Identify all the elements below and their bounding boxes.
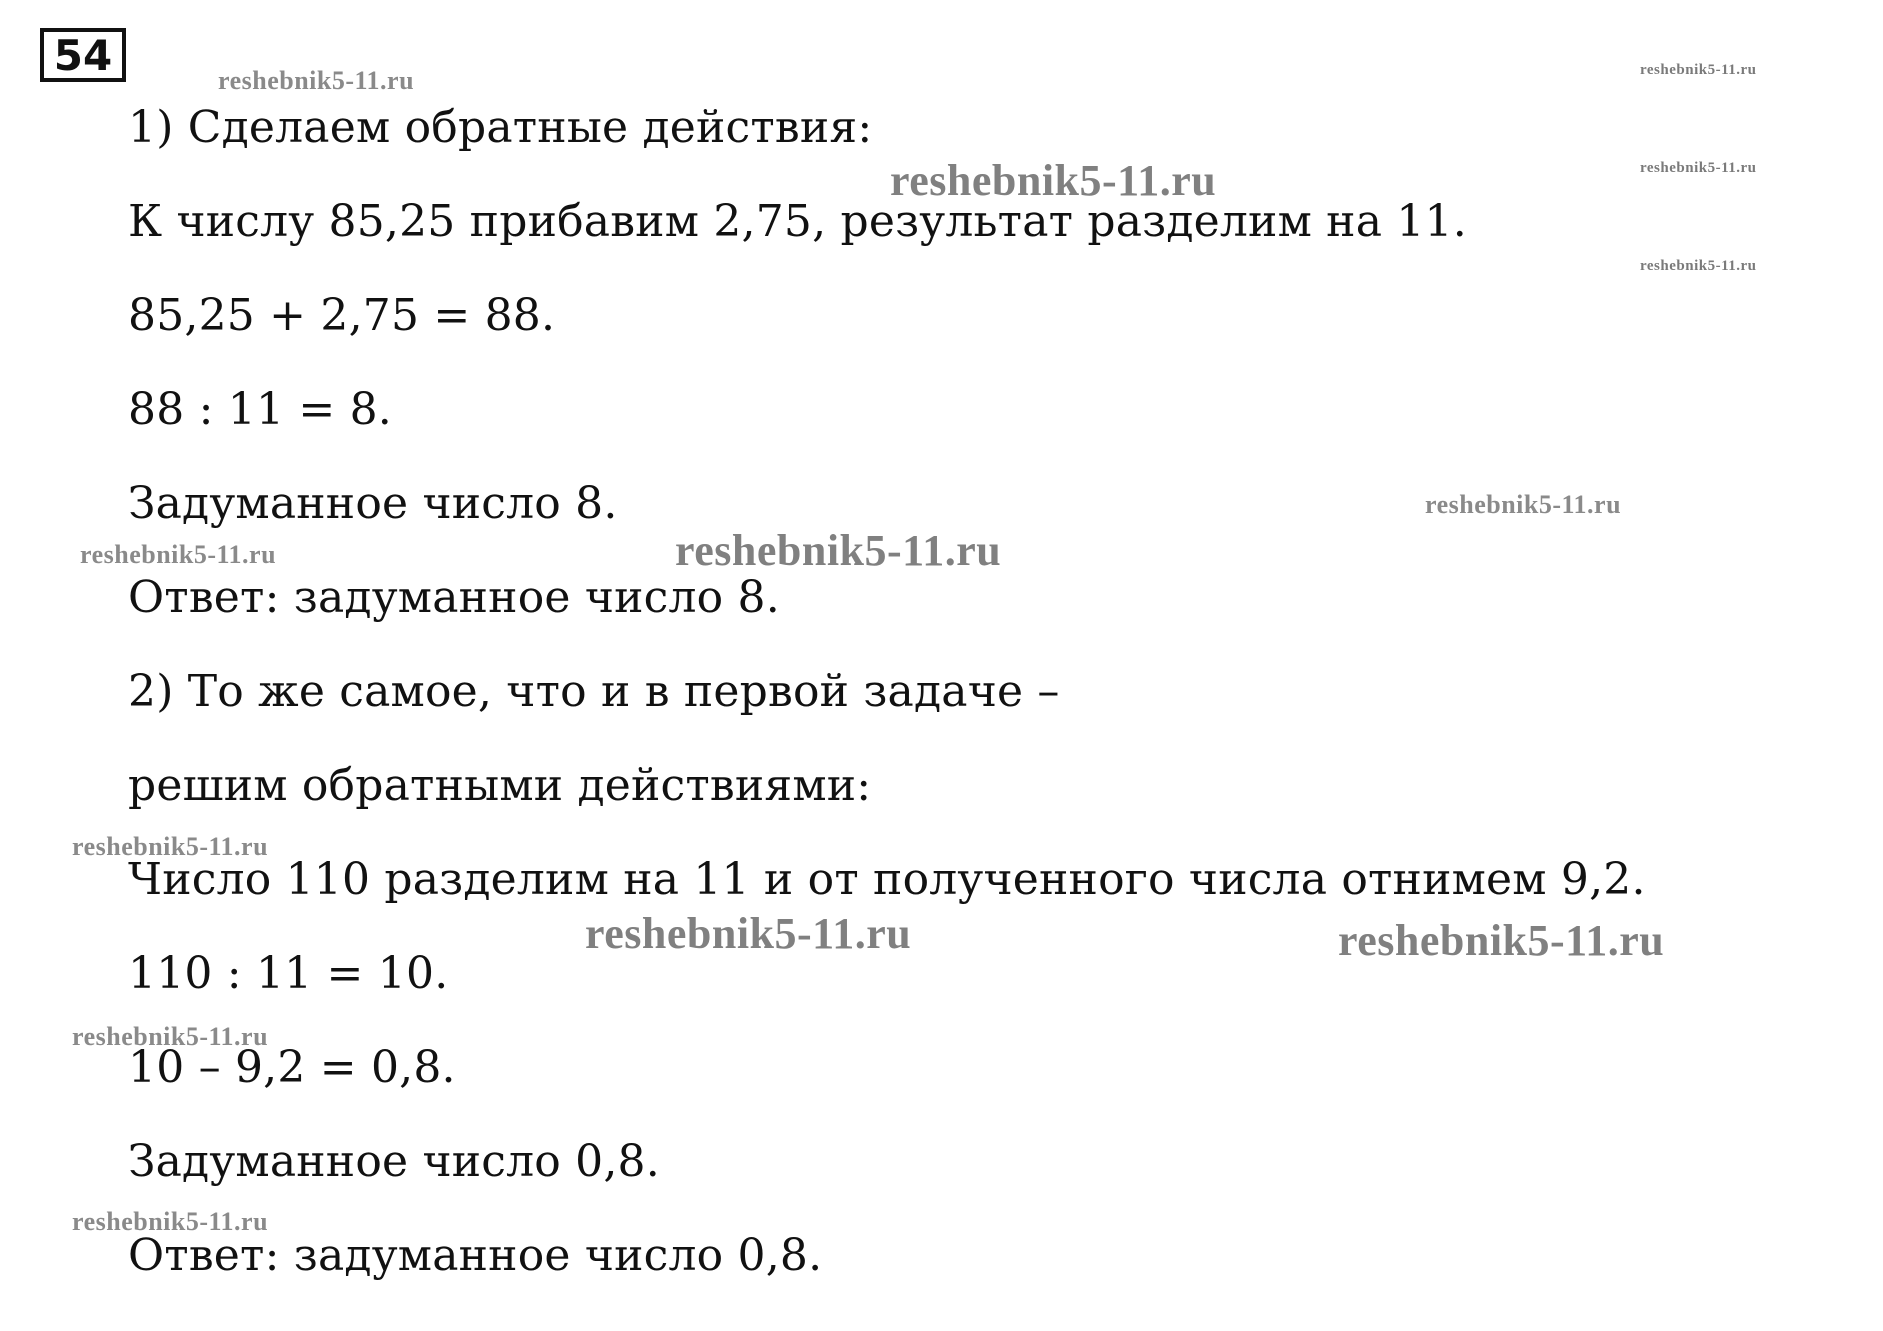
line-3: 85,25 + 2,75 = 88. xyxy=(128,290,556,341)
line-5: Задуманное число 8. xyxy=(128,478,618,529)
line-4: 88 : 11 = 8. xyxy=(128,384,392,435)
line-6: Ответ: задуманное число 8. xyxy=(128,572,780,623)
watermark-9: reshebnik5-11.ru xyxy=(72,832,269,861)
watermark-11: reshebnik5-11.ru xyxy=(1338,916,1665,965)
line-8: решим обратными действиями: xyxy=(128,760,872,811)
task-number-box: 54 xyxy=(40,28,126,82)
watermark-2: reshebnik5-11.ru xyxy=(1640,62,1757,78)
line-10: 110 : 11 = 10. xyxy=(128,948,449,999)
line-9: Число 110 разделим на 11 и от полученного числа отнимем 9,2. xyxy=(128,854,1646,905)
watermark-13: reshebnik5-11.ru xyxy=(72,1207,269,1236)
watermark-12: reshebnik5-11.ru xyxy=(72,1022,269,1051)
line-11: 10 – 9,2 = 0,8. xyxy=(128,1042,456,1093)
watermark-3: reshebnik5-11.ru xyxy=(890,156,1217,205)
line-1: 1) Сделаем обратные действия: xyxy=(128,102,873,153)
watermark-7: reshebnik5-11.ru xyxy=(80,540,277,569)
watermark-10: reshebnik5-11.ru xyxy=(585,909,912,958)
line-12: Задуманное число 0,8. xyxy=(128,1136,660,1187)
watermark-5: reshebnik5-11.ru xyxy=(1640,258,1757,274)
line-13: Ответ: задуманное число 0,8. xyxy=(128,1230,823,1281)
watermark-4: reshebnik5-11.ru xyxy=(1640,160,1757,176)
watermark-6: reshebnik5-11.ru xyxy=(1425,490,1622,519)
watermark-1: reshebnik5-11.ru xyxy=(218,66,415,95)
line-7: 2) То же самое, что и в первой задаче – xyxy=(128,666,1060,717)
watermark-8: reshebnik5-11.ru xyxy=(675,526,1002,575)
line-2: К числу 85,25 прибавим 2,75, результат разделим на 11. xyxy=(128,196,1467,247)
